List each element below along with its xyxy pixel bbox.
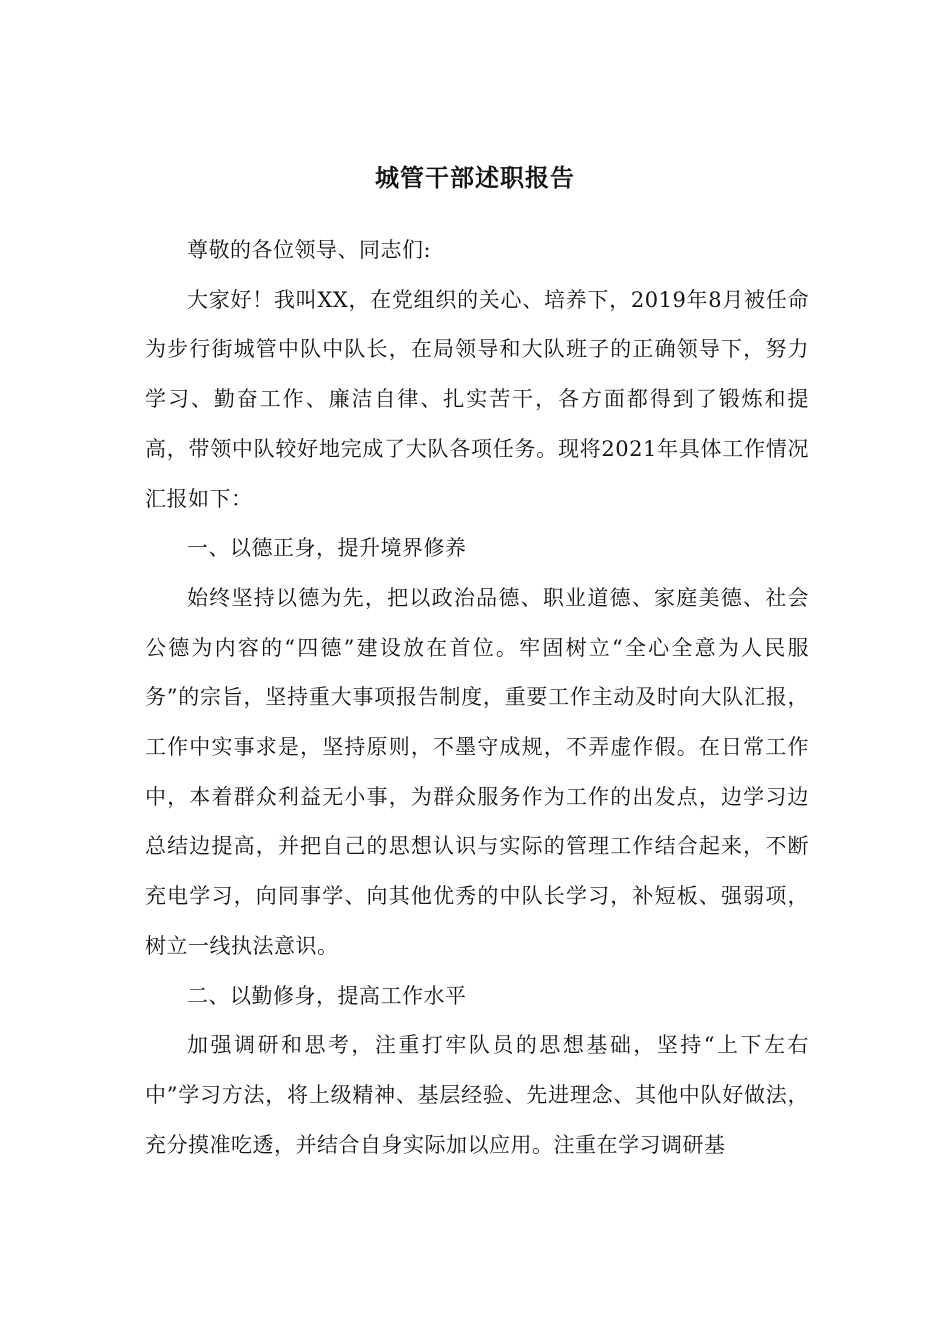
salutation-paragraph: 尊敬的各位领导、同志们:: [187, 238, 432, 262]
document-body: [145, 226, 809, 1170]
section-heading-2: 二、以勤修身，提高工作水平: [187, 983, 467, 1008]
intro-paragraph: 大家好！我叫XX，在党组织的关心、培养下，2019年8月被任命为步行街城管中队中队长，在局领导和大队班子的正确领导下，努力学习、勤奋工作、廉洁自律、扎实苦干，各方面都得到了锻炼和提高，带领中队较好地完成了大队各项任务。现将2021年具体工作情况汇报如下：: [145, 287, 809, 511]
document-title: 城管干部述职报告: [375, 163, 575, 192]
section-2-paragraph: 加强调研和思考，注重打牢队员的思想基础，坚持“上下左右中”学习方法，将上级精神、基层经验、先进理念、其他中队好做法，充分摸准吃透，并结合自身实际加以应用。注重在学习调研基: [145, 1033, 809, 1157]
section-heading-1: 一、以德正身，提升境界修养: [187, 536, 467, 561]
section-1-paragraph: 始终坚持以德为先，把以政治品德、职业道德、家庭美德、社会公德为内容的“四德”建设放在首位。牢固树立“全心全意为人民服务”的宗旨，坚持重大事项报告制度，重要工作主动及时向大队汇报，工作中实事求是，坚持原则，不墨守成规，不弄虚作假。在日常工作中，本着群众利益无小事，为群众服务作为工作的出发点，边学习边总结边提高，并把自己的思想认识与实际的管理工作结合起来，不断充电学习，向同事学、向其他优秀的中队长学习，补短板、强弱项，树立一线执法意识。: [145, 585, 809, 958]
